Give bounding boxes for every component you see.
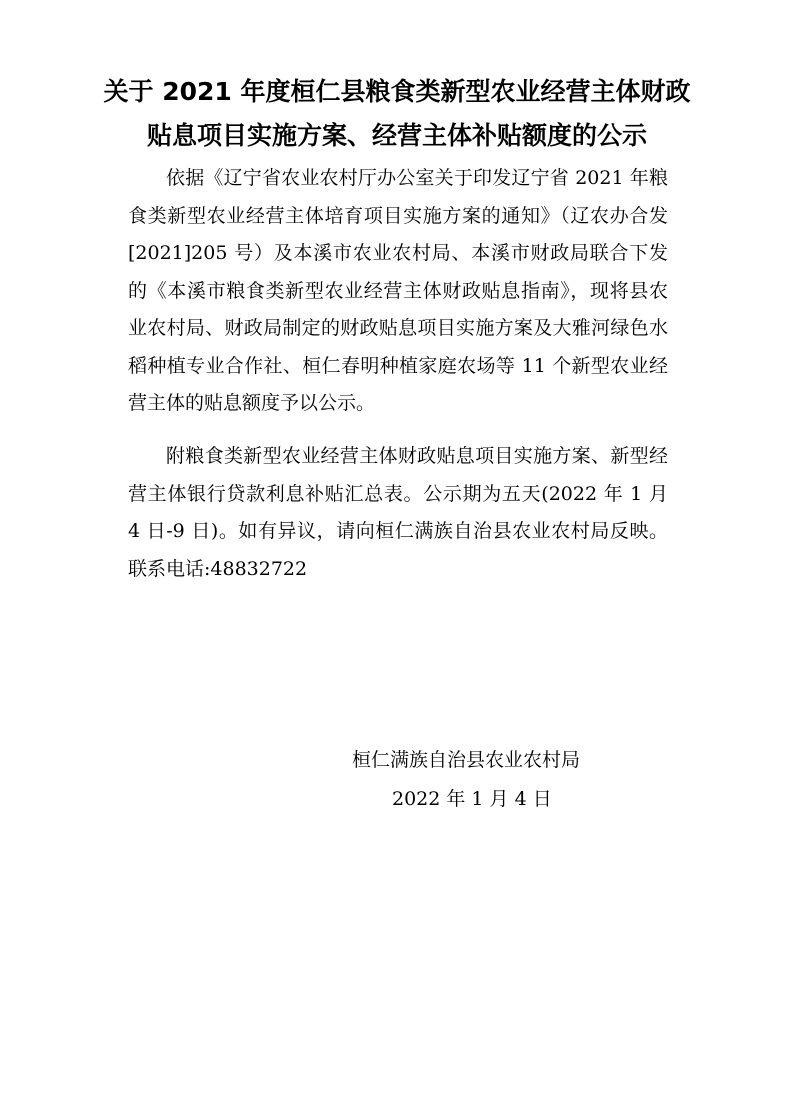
body-paragraph-2: 附粮食类新型农业经营主体财政贴息项目实施方案、新型经营主体银行贷款利息补贴汇总表。公示期为五天(2022 年 1 月 4 日-9 日)。如有异议，请向桓仁满族自治县农业农村局反映。联系电话:48832722 <box>128 445 668 580</box>
document-title <box>100 70 694 158</box>
signature-organization: 桓仁满族自治县农业农村局 <box>352 749 581 771</box>
title-line-1: 关于 2021 年度桓仁县粮食类新型农业经营主体财政 <box>103 77 691 106</box>
body-paragraph-1: 依据《辽宁省农业农村厅办公室关于印发辽宁省 2021 年粮食类新型农业经营主体培育项目实施方案的通知》（辽农办合发[2021]205 号）及本溪市农业农村局、本溪市财政局联合下发的《本溪市粮食类新型农业经营主体财政贴息指南》，现将县农业农村局、财政局制定的财政贴息项目实施方案及大雅河绿色水稻种植专业合作社、桓仁春明种植家庭农场等 11 个新型农业经营主体的贴息额度予以公示。 <box>128 167 668 414</box>
title-line-2: 贴息项目实施方案、经营主体补贴额度的公示 <box>146 121 647 150</box>
signature-date: 2022 年 1 月 4 日 <box>392 788 552 810</box>
